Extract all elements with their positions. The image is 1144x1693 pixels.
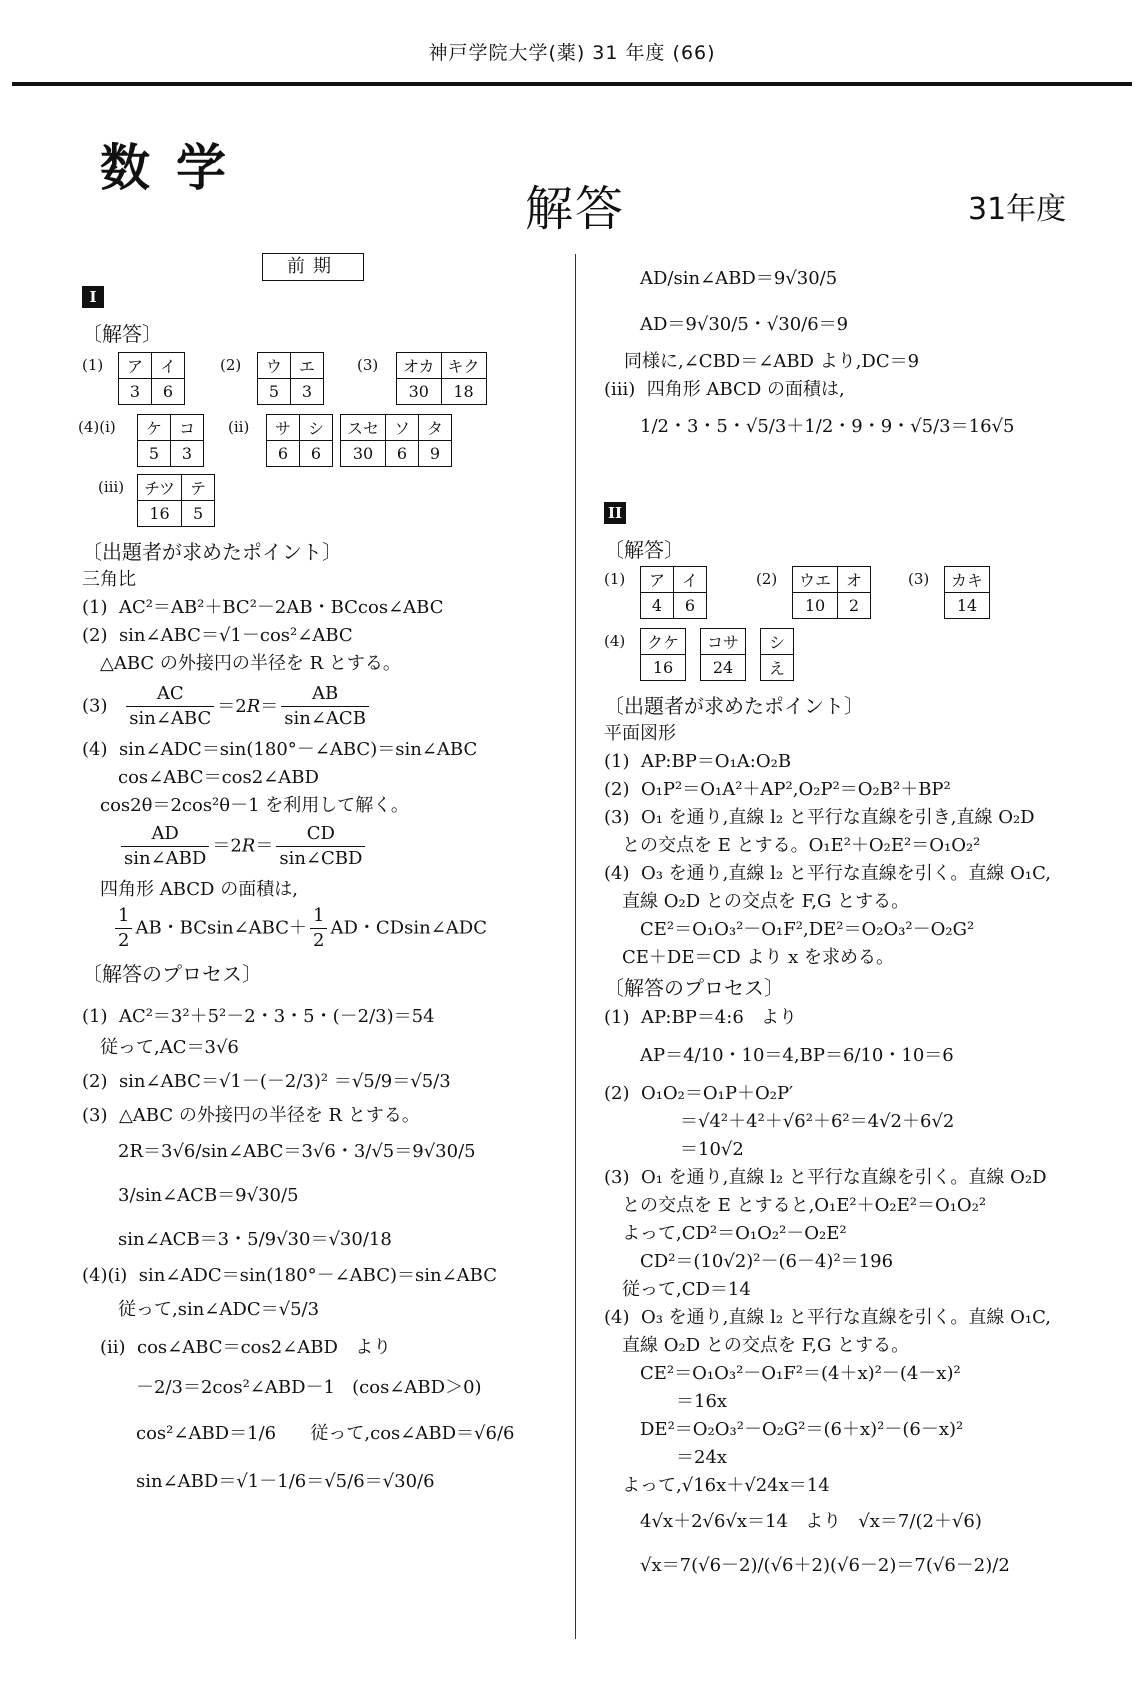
box-value: 5 — [138, 441, 171, 467]
formula-sine-rule-2: $\frac{AD}{\text{sin∠ABD}}$ ＝2R＝ $\frac{CD}{\text{sin∠CBD}}$ — [118, 822, 368, 871]
q-label: (3) — [82, 695, 108, 717]
text-line: 直線 O₂D との交点を F,G とする。 — [622, 891, 910, 912]
answer-box — [944, 566, 990, 619]
box-value: 6 — [386, 441, 419, 467]
text-line: よって,CD²＝O₁O₂²－O₂E² — [622, 1223, 847, 1244]
answer-box — [396, 352, 487, 405]
text-line: ＝√4²＋4²＋√6²＋6²＝4√2＋6√2 — [680, 1111, 955, 1132]
box-value: 14 — [945, 593, 990, 619]
box-value: 6 — [300, 441, 333, 467]
box-value: 16 — [641, 655, 686, 681]
q-label: (1) — [604, 570, 626, 588]
q-label: (1) — [82, 356, 104, 374]
box-value: 2 — [838, 593, 871, 619]
text-line: (1) AC²＝AB²＋BC²－2AB・BCcos∠ABC — [82, 597, 444, 618]
box-key: イ — [674, 567, 707, 593]
text-line: (ⅱ) cos∠ABC＝cos2∠ABD より — [100, 1337, 392, 1358]
text-line: 従って,sin∠ADC＝√5/3 — [118, 1299, 320, 1320]
box-key: オカ — [397, 353, 442, 379]
text-line: (2) O₁P²＝O₁A²＋AP²,O₂P²＝O₂B²＋BP² — [604, 779, 951, 800]
period-label: 前期 — [262, 253, 364, 281]
text-line: －2/3＝2cos²∠ABD－1 (cos∠ABD＞0) — [136, 1377, 482, 1398]
text-line: CE²＝O₁O₃²－O₁F²＝(4＋x)²－(4－x)² — [640, 1363, 961, 1384]
text-line: CD²＝(10√2)²－(6－4)²＝196 — [640, 1251, 894, 1272]
box-value: 3 — [119, 379, 152, 405]
box-value: 18 — [441, 379, 486, 405]
answer-box — [118, 352, 185, 405]
answer-box — [700, 628, 746, 681]
q-label: (ⅲ) — [98, 478, 125, 496]
text-line: (4)(ⅰ) sin∠ADC＝sin(180°－∠ABC)＝sin∠ABC — [82, 1265, 498, 1286]
box-value: 24 — [701, 655, 746, 681]
box-key: ア — [641, 567, 674, 593]
box-key: ウ — [258, 353, 291, 379]
answer-box — [137, 474, 215, 527]
text-line: (1) AP:BP＝O₁A:O₂B — [604, 751, 792, 772]
running-header: 神戸学院大学(薬) 31 年度 (66) — [428, 42, 716, 64]
text-line: √x＝7(√6－2)/(√6＋2)(√6－2)＝7(√6－2)/2 — [640, 1555, 1010, 1576]
text-line: cos∠ABC＝cos2∠ABD — [118, 767, 319, 788]
answer-box — [266, 414, 333, 467]
box-value: 9 — [419, 441, 452, 467]
answer-box — [792, 566, 871, 619]
box-key: シ — [300, 415, 333, 441]
box-key: サ — [267, 415, 300, 441]
process-block-1 — [82, 1000, 514, 1506]
text-line: (4) O₃ を通り,直線 l₂ と平行な直線を引く。直線 O₁C, — [604, 1307, 1051, 1328]
header-rule — [12, 82, 1132, 86]
box-value: 6 — [674, 593, 707, 619]
formula-sine-rule: $\frac{AC}{\text{sin∠ABC}}$ ＝2R＝ $\frac{AB}{\text{sin∠ACB}}$ — [123, 696, 372, 717]
box-key: スセ — [341, 415, 386, 441]
q-label: (ⅱ) — [228, 418, 250, 436]
text-line: AD/sin∠ABD＝9√30/5 — [640, 268, 838, 289]
text-line: (3) △ABC の外接円の半径を R とする。 — [82, 1105, 420, 1126]
text-line: CE＋DE＝CD より x を求める。 — [622, 947, 895, 968]
answer-box — [640, 566, 707, 619]
points-block-1 — [82, 566, 444, 678]
law-of-sines — [82, 682, 372, 731]
q-label: (3) — [357, 356, 379, 374]
text-line: (2) O₁O₂＝O₁P＋O₂P′ — [604, 1083, 794, 1104]
process-block-2 — [604, 1004, 1051, 1588]
answer-box — [257, 352, 324, 405]
text-line: (3) O₁ を通り,直線 l₂ と平行な直線を引く。直線 O₂D — [604, 1167, 1047, 1188]
text-line: よって,√16x＋√24x＝14 — [622, 1475, 830, 1496]
answer-box — [760, 628, 794, 681]
box-key: イ — [152, 353, 185, 379]
q-label: (4)(ⅰ) — [78, 418, 116, 436]
box-key: タ — [419, 415, 452, 441]
text-line: との交点を E とすると,O₁E²＋O₂E²＝O₁O₂² — [622, 1195, 987, 1216]
text-line: (3) O₁ を通り,直線 l₂ と平行な直線を引き,直線 O₂D — [604, 807, 1035, 828]
q-label: (2) — [220, 356, 242, 374]
q-label: (3) — [908, 570, 930, 588]
box-key: テ — [182, 475, 215, 501]
text-line: AD＝9√30/5・√30/6＝9 — [640, 314, 849, 335]
answers-heading: 〔解答〕 — [82, 322, 162, 346]
box-value: 6 — [267, 441, 300, 467]
subject-heading: 数学 — [100, 139, 252, 197]
text-line: CE²＝O₁O₃²－O₁F²,DE²＝O₂O₃²－O₂G² — [640, 919, 975, 940]
section-1-badge — [82, 286, 104, 308]
box-value: 30 — [397, 379, 442, 405]
text-line: 4√x＋2√6√x＝14 より √x＝7/(2＋√6) — [640, 1511, 982, 1532]
box-key: クケ — [641, 629, 686, 655]
formula-area: $\frac{1}{2}$ AB・BCsin∠ABC＋ $\frac{1}{2}$ AD・CDsin∠ADC — [112, 904, 487, 953]
box-value: 5 — [182, 501, 215, 527]
text-line: cos2θ＝2cos²θ－1 を利用して解く。 — [100, 795, 409, 816]
continuation-block — [604, 256, 1015, 450]
points-heading: 〔出題者が求めたポイント〕 — [604, 694, 864, 718]
text-line: 1/2・3・5・√5/3＋1/2・9・9・√5/3＝16√5 — [640, 416, 1015, 437]
answer-box — [640, 628, 686, 681]
box-value: 16 — [138, 501, 182, 527]
points-heading: 〔出題者が求めたポイント〕 — [82, 540, 342, 564]
box-key: ウエ — [793, 567, 838, 593]
text-line: 四角形 ABCD の面積は, — [100, 879, 298, 900]
box-key: ケ — [138, 415, 171, 441]
text-line: 2R＝3√6/sin∠ABC＝3√6・3/√5＝9√30/5 — [118, 1141, 476, 1162]
page-title: 解答 — [525, 181, 626, 237]
points-block-2 — [82, 736, 477, 820]
points-block — [604, 720, 1051, 972]
roman-numeral: II — [604, 502, 626, 524]
box-value: 3 — [171, 441, 204, 467]
box-value: 4 — [641, 593, 674, 619]
text-line: sin∠ACB＝3・5/9√30＝√30/18 — [118, 1229, 392, 1250]
answer-box — [340, 414, 452, 467]
answers-heading: 〔解答〕 — [604, 538, 684, 562]
text-line: △ABC の外接円の半径を R とする。 — [100, 653, 401, 674]
box-key: チツ — [138, 475, 182, 501]
box-value: 10 — [793, 593, 838, 619]
box-value: 30 — [341, 441, 386, 467]
box-key: コ — [171, 415, 204, 441]
text-line: 従って,AC＝3√6 — [100, 1037, 239, 1058]
text-line: cos²∠ABD＝1/6 従って,cos∠ABD＝√6/6 — [136, 1423, 515, 1444]
q-label: (2) — [756, 570, 778, 588]
box-value: 3 — [291, 379, 324, 405]
q-label: (4) — [604, 632, 626, 650]
text-line: (1) AC²＝3²＋5²－2・3・5・(－2/3)＝54 — [82, 1006, 435, 1027]
text-line: 従って,CD＝14 — [622, 1279, 751, 1300]
text-line: ＝16x — [676, 1391, 728, 1412]
text-line: (2) sin∠ABC＝√1－(－2/3)² ＝√5/9＝√5/3 — [82, 1071, 451, 1092]
roman-numeral: I — [82, 286, 104, 308]
text-line: 3/sin∠ACB＝9√30/5 — [118, 1185, 299, 1206]
text-line: との交点を E とする。O₁E²＋O₂E²＝O₁O₂² — [622, 835, 981, 856]
box-value: 5 — [258, 379, 291, 405]
box-key: カキ — [945, 567, 990, 593]
process-heading: 〔解答のプロセス〕 — [82, 962, 262, 986]
text-line: (1) AP:BP＝4:6 より — [604, 1007, 797, 1028]
text-line: (ⅲ) 四角形 ABCD の面積は, — [604, 379, 845, 400]
text-line: sin∠ABD＝√1－1/6＝√5/6＝√30/6 — [136, 1471, 435, 1492]
answer-box — [137, 414, 204, 467]
text-line: 直線 O₂D との交点を F,G とする。 — [622, 1335, 910, 1356]
column-divider — [575, 254, 576, 1639]
text-line: 同様に,∠CBD＝∠ABD より,DC＝9 — [624, 351, 920, 372]
box-value: え — [761, 655, 794, 681]
process-heading: 〔解答のプロセス〕 — [604, 976, 784, 1000]
text-line: (4) O₃ を通り,直線 l₂ と平行な直線を引く。直線 O₁C, — [604, 863, 1051, 884]
box-key: エ — [291, 353, 324, 379]
text-line: DE²＝O₂O₃²－O₂G²＝(6＋x)²－(6－x)² — [640, 1419, 964, 1440]
box-key: ア — [119, 353, 152, 379]
box-key: オ — [838, 567, 871, 593]
box-value: 6 — [152, 379, 185, 405]
text-line: ＝24x — [676, 1447, 728, 1468]
text-line: (4) sin∠ADC＝sin(180°－∠ABC)＝sin∠ABC — [82, 739, 478, 760]
box-key: シ — [761, 629, 794, 655]
topic: 平面図形 — [604, 723, 676, 744]
box-key: コサ — [701, 629, 746, 655]
section-2-badge — [604, 502, 626, 524]
text-line: ＝10√2 — [680, 1139, 744, 1160]
text-line: (2) sin∠ABC＝√1－cos²∠ABC — [82, 625, 353, 646]
box-key: ソ — [386, 415, 419, 441]
text-line: AP＝4/10・10＝4,BP＝6/10・10＝6 — [640, 1045, 954, 1066]
box-key: キク — [441, 353, 486, 379]
topic: 三角比 — [82, 569, 136, 590]
year-label: 31年度 — [968, 192, 1067, 227]
